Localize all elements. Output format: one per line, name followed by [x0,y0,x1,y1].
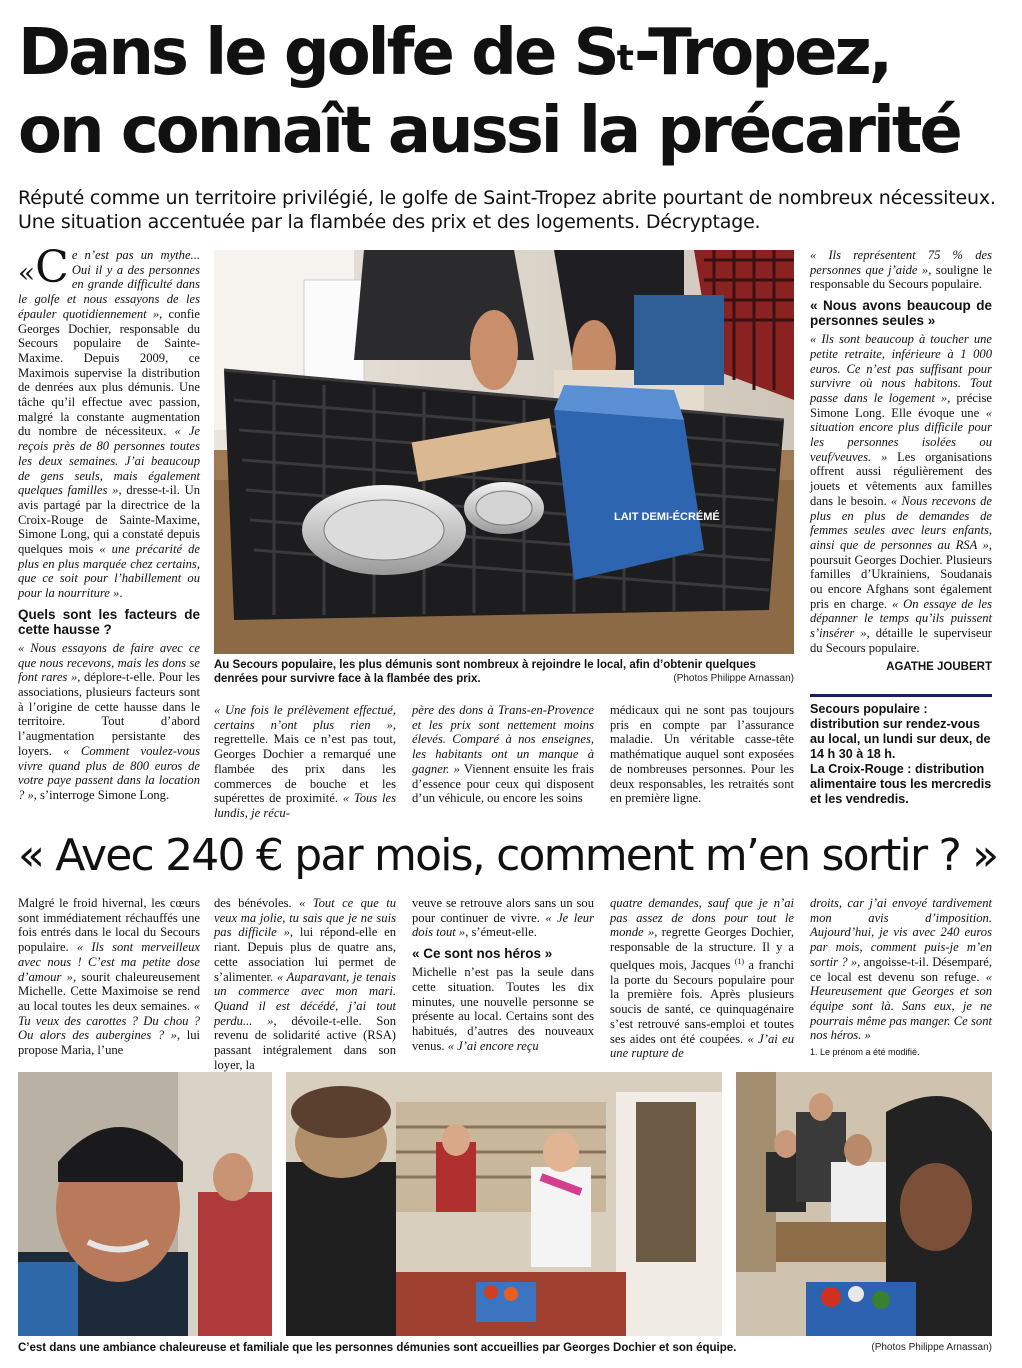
main-photo-caption: Au Secours populaire, les plus démunis sont nombreux à rejoindre le local, afin d’obtenir quelques denrées pour survivre face à la flambée des prix. (Photos Philippe Arnassan) [214,659,794,685]
standfirst: Réputé comme un territoire privilégié, le golfe de Saint-Tropez abrite pourtant de nombreux nécessiteux. Une situation accentuée par la flambée des prix et des logements. Décryptage. [18,187,996,233]
infobox-croix-rouge: La Croix-Rouge : distribution alimentaire tous les mercredis et les vendredis. [810,762,992,806]
photo-credit: (Photos Philippe Arnassan) [673,673,794,684]
infobox-rule [810,694,992,697]
column-5: « Ils représentent 75 % des personnes que j’aide », souligne le responsable du Secours populaire. « Nous avons beaucoup de personnes seules » « Ils sont beaucoup à toucher une petite retraite, inférieure à 1 000 euros. Ce n’est pas suffisant pour survivre où nous habitons. Tout passe dans le logement », précise Simone Long. Elle évoque une « situation encore plus difficile pour les personnes isolées ou veuf/veuves. » Les organisations offrent aussi régulièrement des jouets et vêtements aux familles dans le besoin. « Nous recevons de plus en plus de demandes de femmes seules avec leurs enfants, ainsi que de personnes au RSA », poursuit Georges Dochier. Plusieurs familles d’Ukrainiens, Soudanais ou encore Afghans sont également pris en charge. « On essaye de les dépanner le temps qu’ils puissent s’insérer », détaille le superviseur du Secours populaire. AGATHE JOUBERT [810,248,993,673]
subhead-personnes-seules: « Nous avons beaucoup de personnes seules » [810,298,992,329]
headline-2: « Avec 240 € par mois, comment m’en sortir ? » [18,830,998,881]
drop-cap: «C [18,242,69,293]
lower-column-5: droits, car j’ai envoyé tardivement mon avis d’imposition. Aujourd’hui, je vis avec 240 euros par mois, comment puis-je m’en sortir ? », angoisse-t-il. Désemparé, ce local est devenu son refuge. « Heureusement que Georges et son équipe sont là. Sans eux, je ne pourrais même pas manger. Ce sont nos héros. » 1. Le prénom a été modifié. [810,896,992,1060]
lower-column-4: quatre demandes, sauf que je n’ai pas assez de dons pour tout le monde », regrette Georges Dochier, responsable de la structure. Il y a quelques mois, Jacques $^{(1)}$ a franchi la porte du Secours populaire pour la première fois. Après plusieurs soucis de santé, ce quinquagénaire s’est retrouvé sans-emploi et toutes ses aides ont été coupées. « J’ai eu une rupture de [610,896,795,1061]
column-4: médicaux qui ne sont pas toujours pris en compte par l’assurance maladie. Un véritable casse-tête mathématique auquel sont exposées de nombreuses personnes. Pour les deux responsables, les retraités sont en première ligne. [610,703,794,806]
main-photo-illustration [214,250,794,654]
milk-carton-label: LAIT DEMI-ÉCRÉMÉ [614,511,720,523]
main-photo [214,250,794,654]
lower-column-3: veuve se retrouve alors sans un sou pour continuer de vivre. « Je leur dois tout », s’émeut-elle. « Ce sont nos héros » Michelle n’est pas la seule dans cette situation. Toutes les dix minutes, une nouvelle personne se présente au local. Certains sont des habitués, d’autres des nouveaux venus. « J’ai encore reçu [412,896,594,1053]
column-1: «C e n’est pas un mythe... Oui il y a des personnes en grande difficulté dans le golfe et nous essayons de les épauler quotidiennement », confie Georges Dochier, responsable du Secours populaire de Sainte-Maxime. Depuis 2009, ce Maximois supervise la distribution de denrées aux plus démunis. Une tâche qu’il effectue avec passion, malgré la constante augmentation du nombre de nécessiteux. « Je reçois près de 80 personnes toutes les deux semaines. J’ai beaucoup de gens seuls, mais également quelques familles », dresse-t-il. Un avis partagé par la directrice de la Croix-Rouge de Sainte-Maxime, Simone Long, qui a constaté depuis quelques mois « une précarité de plus en plus marquée chez certains, que ce soit pour l’habillement ou pour la nourriture ». Quels sont les facteurs de cette hausse ? « Nous essayons de faire avec ce que nous recevons, mais les dons se font rares », déplore-t-elle. Pour les associations, plusieurs facteurs sont à l’origine de cette hausse dans le territoire. Tout d’abord l’augmentation persistante des loyers. « Comment voulez-vous vivre quand plus de 800 euros de votre paye passent dans la location ? », s’interroge Simone Long. [18,242,201,802]
headline-line1: Dans le golfe de S [18,16,617,90]
author-signature: AGATHE JOUBERT [886,660,992,673]
headline-line2: on connaît aussi la précarité [18,94,960,168]
photo-food-bank-interior [286,1072,722,1336]
subhead-heros: « Ce sont nos héros » [412,946,553,962]
infobox [810,702,992,807]
headline [18,14,1008,170]
subhead-facteurs: Quels sont les facteurs de cette hausse ? [18,606,200,637]
bottom-photo-credit: (Photos Philippe Arnassan) [871,1342,992,1353]
lower-column-1: Malgré le froid hivernal, les cœurs sont immédiatement réchauffés une fois entrés dans le local du Secours populaire. « Ils sont merveilleux avec nous ! C’est ma petite dose d’amour », sourit chaleureusement Michelle. Cette Maximoise se rend au local toutes les deux semaines. « Tu veux des carottes ? Du chou ? Ou alors des aubergines ? », lui propose Maria, l’une [18,896,200,1058]
headline-sup: t [616,38,634,79]
column-2: « Une fois le prélèvement effectué, certains n’ont plus rien », regrettelle. Mais ce n’est pas tout, Georges Dochier a remarqué une flambée des prix dans les commerces de bouche et les supérettes de proximité. « Tous les lundis, je récu- [214,703,396,820]
lower-column-2: des bénévoles. « Tout ce que tu veux ma jolie, tu sais que je ne suis pas difficile », lui répond-elle en riant. Depuis plus de quatre ans, cette association lui permet de s’alimenter. « Auparavant, je tenais un commerce avec mon mari. Quand il est décédé, j’ai tout perdu... », dévoile-t-elle. Son revenu de solidarité active (RSA) passant intégralement dans son loyer, la [214,896,397,1072]
footnote: 1. Le prénom a été modifié. [810,1047,920,1058]
infobox-secours: Secours populaire : distribution sur rendez-vous au local, un lundi sur deux, de 14 h 30 à 18 h. [810,702,991,761]
column-3: père des dons à Trans-en-Provence et les prix sont nettement moins élevés. Comparé à nos enseignes, les habitants ont un manque à gagner. » Viennent ensuite les frais d’essence pour ceux qui disposent d’un véhicule, ou encore les soins [412,703,594,806]
photo-man-beanie [18,1072,272,1336]
bottom-caption: C’est dans une ambiance chaleureuse et familiale que les personnes démunies sont accueillies par Georges Dochier et son équipe. (Photos Philippe Arnassan) [18,1342,992,1354]
headline-line1-end: -Tropez, [633,16,891,90]
photo-volunteers-table [736,1072,992,1336]
